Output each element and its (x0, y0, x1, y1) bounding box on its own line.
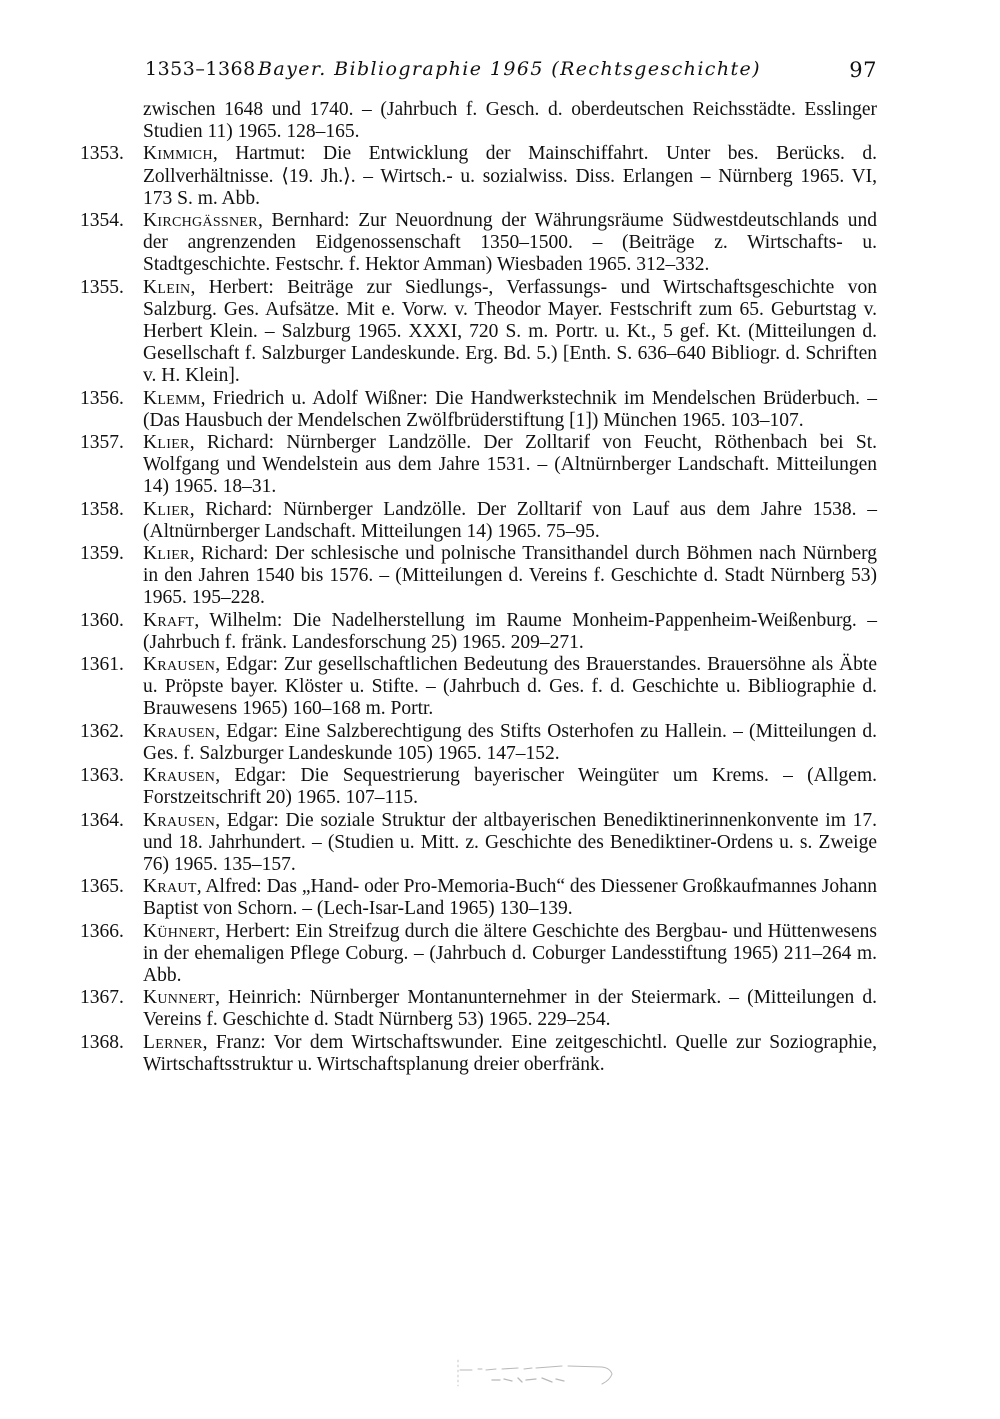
bibliography-entry (80, 876, 877, 920)
entry-number: 1356. (80, 387, 124, 409)
entry-number: 1354. (80, 210, 124, 232)
bibliography-text (80, 99, 877, 1076)
entry-number: 1368. (80, 1031, 124, 1053)
entry-text (143, 610, 877, 654)
bibliography-entry (80, 277, 877, 388)
entry-number: 1361. (80, 654, 124, 676)
bibliography-entry (80, 388, 877, 432)
bibliography-entry (80, 654, 877, 721)
bibliography-entry (80, 921, 877, 988)
entry-text (143, 210, 877, 277)
entry-author: Krausen (143, 654, 216, 676)
entry-number: 1358. (80, 498, 124, 520)
entry-author: Klemm (143, 387, 201, 409)
bibliography-entry (80, 810, 877, 877)
entry-number: 1364. (80, 809, 124, 831)
entry-text (143, 721, 877, 765)
entry-text (143, 765, 877, 809)
entry-number: 1357. (80, 432, 124, 454)
entry-citation: , Herbert: Ein Streifzug durch die ältere Geschichte des Bergbau- und Hüttenwesens in der ehemaligen Pflege Coburg. – (Jahrbuch d. Coburger Landesstiftung 1965) 211–264 m. Abb. (143, 920, 877, 986)
entry-citation: , Richard: Nürnberger Landzölle. Der Zolltarif von Lauf aus dem Jahre 1538. – (Altnürnberger Landschaft. Mitteilungen 14) 1965. 75–95. (143, 498, 877, 542)
entry-citation: , Wilhelm: Die Nadelherstellung im Raume Monheim-Pappenheim-Weißenburg. – (Jahrbuch f. fränk. Landesforschung 25) 1965. 209–271. (143, 609, 877, 653)
entry-number: 1362. (80, 720, 124, 742)
entry-citation: , Bernhard: Zur Neuordnung der Währungsräume Südwestdeutschlands und der angrenzenden Eidgenossenschaft 1350–1500. – (Beiträge z. Wirtschafts- u. Stadtgeschichte. Festschr. f. Hektor Amman) Wiesbaden 1965. 312–332. (143, 210, 877, 276)
entry-number: 1366. (80, 920, 124, 942)
library-stamp (452, 1356, 618, 1390)
entry-number: 1359. (80, 543, 124, 565)
bibliography-entry (80, 432, 877, 499)
entry-number: 1355. (80, 276, 124, 298)
entry-text (143, 543, 877, 610)
entry-text (143, 388, 877, 432)
entry-number: 1363. (80, 765, 124, 787)
entry-text (143, 432, 877, 499)
entry-citation: , Edgar: Eine Salzberechtigung des Stifts Osterhofen zu Hallein. – (Mitteilungen d. Ges. f. Salzburger Landeskunde 105) 1965. 147–152. (143, 720, 877, 764)
bibliography-entry (80, 987, 877, 1031)
page-number: 97 (849, 58, 877, 82)
entry-author: Klier (143, 498, 190, 520)
entry-author: Krausen (143, 809, 216, 831)
bibliography-entry (80, 721, 877, 765)
entry-citation: , Edgar: Zur gesellschaftlichen Bedeutung des Brauerstandes. Brauersöhne als Äbte u. Pröpste bayer. Klöster u. Stifte. – (Jahrbuch d. Ges. f. d. Geschichte u. Bibliographie d. Brauwesens 1965) 160–168 m. Portr. (143, 654, 877, 720)
bibliography-entry (80, 543, 877, 610)
entry-citation: , Richard: Der schlesische und polnische Transithandel durch Böhmen nach Nürnberg in den Jahren 1540 bis 1576. – (Mitteilungen d. Vereins f. Geschichte d. Stadt Nürnberg 53) 1965. 195–228. (143, 543, 877, 609)
entry-text (143, 143, 877, 210)
bibliography-entry (80, 610, 877, 654)
bibliography-entry (80, 499, 877, 543)
entry-number: 1360. (80, 609, 124, 631)
entry-citation: , Hartmut: Die Entwicklung der Mainschiffahrt. Unter bes. Berücks. d. Zollverhältnisse. ⟨19. Jh.⟩. – Wirtsch.- u. sozialwiss. Diss. Erlangen – Nürnberg 1965. VI, 173 S. m. Abb. (143, 143, 877, 209)
entry-text (143, 876, 877, 920)
entry-text (143, 810, 877, 877)
continuation-text: zwischen 1648 und 1740. – (Jahrbuch f. Gesch. d. oberdeutschen Reichsstädte. Esslinger Studien 11) 1965. 128–165. (143, 99, 877, 143)
entry-author: Klein (143, 276, 191, 298)
entry-author: Kunnert (143, 987, 216, 1009)
entry-author: Kühnert (143, 920, 216, 942)
entry-citation: , Franz: Vor dem Wirtschaftswunder. Eine zeitgeschichtl. Quelle zur Soziographie, Wirtschaftsstruktur u. Wirtschaftsplanung dreier oberfränk. (143, 1031, 877, 1075)
entry-citation: , Edgar: Die Sequestrierung bayerischer Weingüter um Krems. – (Allgem. Forstzeitschrift 20) 1965. 107–115. (143, 765, 877, 809)
entry-author: Klier (143, 543, 190, 565)
entry-citation: , Richard: Nürnberger Landzölle. Der Zolltarif von Feucht, Röthenbach bei St. Wolfgang und Wendelstein aus dem Jahre 1531. – (Altnürnberger Landschaft. Mitteilungen 14) 1965. 18–31. (143, 432, 877, 498)
entry-author: Krausen (143, 765, 216, 787)
bibliography-entry (80, 143, 877, 210)
running-header (145, 58, 877, 88)
entry-text (143, 277, 877, 388)
entry-number: 1365. (80, 876, 124, 898)
entry-text (143, 1032, 877, 1076)
bibliography-entry (80, 210, 877, 277)
entry-list (80, 143, 877, 1076)
entry-citation: , Herbert: Beiträge zur Siedlungs-, Verfassungs- und Wirtschaftsgeschichte von Salzburg. Ges. Aufsätze. Mit e. Vorw. v. Theodor Mayer. Festschrift zum 65. Geburtstag v. Herbert Klein. – Salzburg 1965. XXXI, 720 S. m. Portr. u. Kt., 5 gef. Kt. (Mitteilungen d. Gesellschaft f. Salzburger Landeskunde. Erg. Bd. 5.) [Enth. S. 636–640 Bibliogr. d. Schriften v. H. Klein]. (143, 276, 877, 387)
entry-citation: , Edgar: Die soziale Struktur der altbayerischen Benediktinerinnenkonvente im 17. und 18. Jahrhundert. – (Studien u. Mitt. z. Geschichte des Benediktiner-Ordens u. s. Zweige 76) 1965. 135–157. (143, 809, 877, 875)
entry-author: Kraut (143, 876, 197, 898)
entry-range: 1353–1368 (145, 58, 256, 80)
entry-citation: , Friedrich u. Adolf Wißner: Die Handwerkstechnik im Mendelschen Brüderbuch. – (Das Hausbuch der Mendelschen Zwölfbrüderstiftung [1]) München 1965. 103–107. (143, 387, 877, 431)
entry-citation: , Heinrich: Nürnberger Montanunternehmer in der Steiermark. – (Mitteilungen d. Vereins f. Geschichte d. Stadt Nürnberg 53) 1965. 229–254. (143, 987, 877, 1031)
entry-number: 1367. (80, 987, 124, 1009)
bibliography-entry (80, 765, 877, 809)
entry-author: Lerner (143, 1031, 203, 1053)
running-title: Bayer. Bibliographie 1965 (Rechtsgeschichte) (258, 58, 761, 80)
entry-text (143, 499, 877, 543)
entry-author: Krausen (143, 720, 216, 742)
entry-text (143, 987, 877, 1031)
entry-author: Kraft (143, 609, 195, 631)
entry-text (143, 921, 877, 988)
bibliography-entry (80, 1032, 877, 1076)
entry-author: Kimmich (143, 143, 213, 165)
entry-author: Kirchgässner (143, 210, 258, 232)
entry-number: 1353. (80, 143, 124, 165)
entry-text (143, 654, 877, 721)
entry-author: Klier (143, 432, 190, 454)
entry-citation: , Alfred: Das „Hand- oder Pro-Memoria-Buch“ des Diessener Großkaufmannes Johann Baptist von Schorn. – (Lech-Isar-Land 1965) 130–139. (143, 876, 877, 920)
